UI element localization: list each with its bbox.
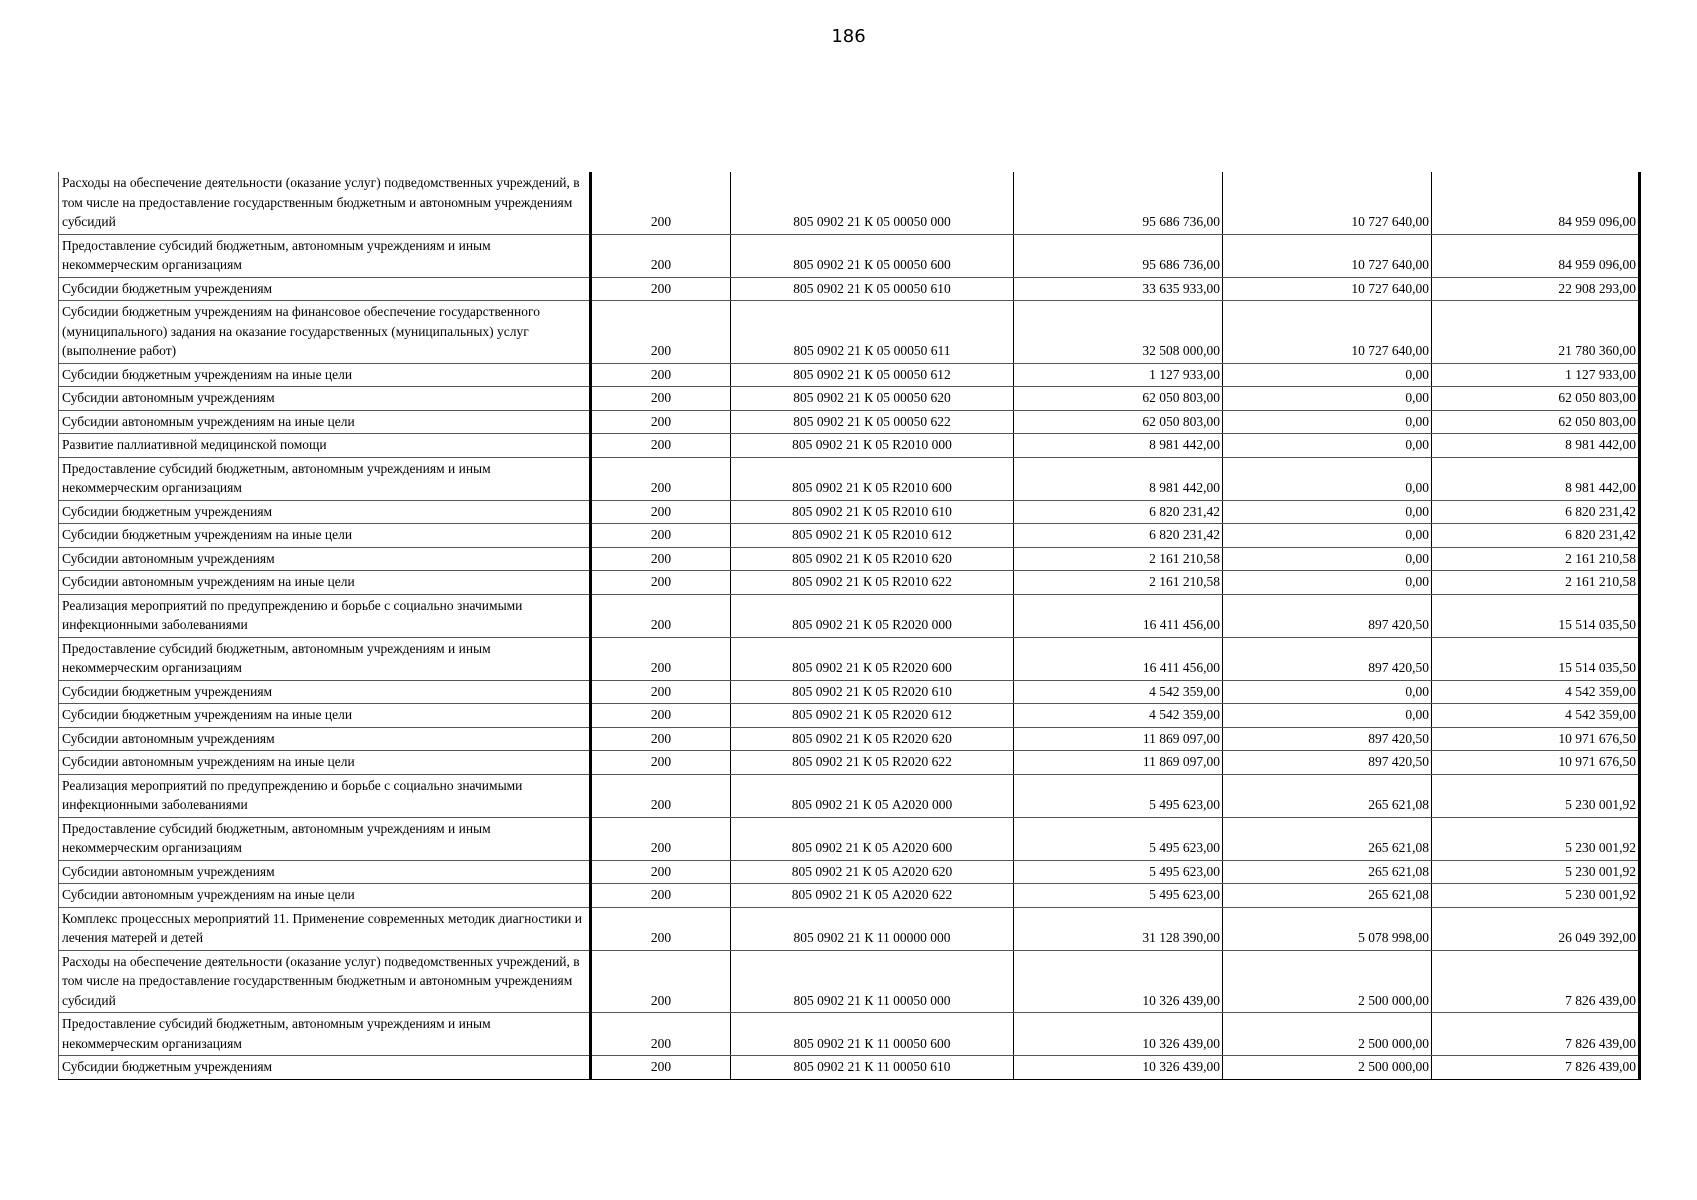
row-classification-code-cell: 805 0902 21 К 05 00050 000 bbox=[731, 172, 1014, 234]
row-admin-code-cell: 200 bbox=[591, 363, 731, 387]
row-name-cell: Реализация мероприятий по предупреждению и борьбе с социально значимыми инфекционными заболеваниями bbox=[59, 594, 591, 637]
row-unexecuted-amount-cell: 15 514 035,50 bbox=[1432, 594, 1640, 637]
row-approved-amount-cell: 5 495 623,00 bbox=[1014, 817, 1223, 860]
row-name-cell: Предоставление субсидий бюджетным, автономным учреждениям и иным некоммерческим организациям bbox=[59, 457, 591, 500]
row-unexecuted-amount-cell: 2 161 210,58 bbox=[1432, 547, 1640, 571]
row-admin-code-cell: 200 bbox=[591, 301, 731, 364]
row-executed-amount-cell: 897 420,50 bbox=[1223, 594, 1432, 637]
row-approved-amount-cell: 10 326 439,00 bbox=[1014, 1056, 1223, 1080]
row-executed-amount-cell: 5 078 998,00 bbox=[1223, 907, 1432, 950]
row-name-cell: Субсидии автономным учреждениям bbox=[59, 860, 591, 884]
table-row bbox=[59, 524, 1640, 548]
row-admin-code-cell: 200 bbox=[591, 387, 731, 411]
row-classification-code-cell: 805 0902 21 К 05 R2020 612 bbox=[731, 704, 1014, 728]
table-row bbox=[59, 277, 1640, 301]
row-name-cell: Субсидии бюджетным учреждениям bbox=[59, 277, 591, 301]
row-name-cell: Реализация мероприятий по предупреждению и борьбе с социально значимыми инфекционными заболеваниями bbox=[59, 774, 591, 817]
row-approved-amount-cell: 33 635 933,00 bbox=[1014, 277, 1223, 301]
table-row bbox=[59, 774, 1640, 817]
row-classification-code-cell: 805 0902 21 К 05 00050 612 bbox=[731, 363, 1014, 387]
row-classification-code-cell: 805 0902 21 К 05 R2010 600 bbox=[731, 457, 1014, 500]
row-executed-amount-cell: 10 727 640,00 bbox=[1223, 172, 1432, 234]
row-executed-amount-cell: 0,00 bbox=[1223, 547, 1432, 571]
row-admin-code-cell: 200 bbox=[591, 637, 731, 680]
table-body bbox=[59, 172, 1640, 1079]
row-approved-amount-cell: 4 542 359,00 bbox=[1014, 680, 1223, 704]
table-row bbox=[59, 571, 1640, 595]
row-unexecuted-amount-cell: 8 981 442,00 bbox=[1432, 457, 1640, 500]
table-row bbox=[59, 950, 1640, 1013]
table-row bbox=[59, 434, 1640, 458]
row-name-cell: Субсидии автономным учреждениям на иные цели bbox=[59, 884, 591, 908]
row-admin-code-cell: 200 bbox=[591, 1013, 731, 1056]
row-name-cell: Субсидии бюджетным учреждениям на иные цели bbox=[59, 704, 591, 728]
row-unexecuted-amount-cell: 21 780 360,00 bbox=[1432, 301, 1640, 364]
row-executed-amount-cell: 0,00 bbox=[1223, 680, 1432, 704]
table-row bbox=[59, 547, 1640, 571]
row-unexecuted-amount-cell: 5 230 001,92 bbox=[1432, 774, 1640, 817]
row-admin-code-cell: 200 bbox=[591, 500, 731, 524]
row-executed-amount-cell: 10 727 640,00 bbox=[1223, 234, 1432, 277]
row-approved-amount-cell: 62 050 803,00 bbox=[1014, 387, 1223, 411]
row-unexecuted-amount-cell: 8 981 442,00 bbox=[1432, 434, 1640, 458]
row-admin-code-cell: 200 bbox=[591, 594, 731, 637]
row-unexecuted-amount-cell: 1 127 933,00 bbox=[1432, 363, 1640, 387]
row-name-cell: Предоставление субсидий бюджетным, автономным учреждениям и иным некоммерческим организациям bbox=[59, 637, 591, 680]
row-admin-code-cell: 200 bbox=[591, 774, 731, 817]
row-executed-amount-cell: 897 420,50 bbox=[1223, 727, 1432, 751]
row-approved-amount-cell: 2 161 210,58 bbox=[1014, 547, 1223, 571]
row-approved-amount-cell: 11 869 097,00 bbox=[1014, 727, 1223, 751]
row-unexecuted-amount-cell: 10 971 676,50 bbox=[1432, 751, 1640, 775]
row-classification-code-cell: 805 0902 21 К 11 00000 000 bbox=[731, 907, 1014, 950]
row-admin-code-cell: 200 bbox=[591, 571, 731, 595]
row-approved-amount-cell: 5 495 623,00 bbox=[1014, 884, 1223, 908]
row-classification-code-cell: 805 0902 21 К 11 00050 000 bbox=[731, 950, 1014, 1013]
table-row bbox=[59, 1056, 1640, 1080]
row-unexecuted-amount-cell: 2 161 210,58 bbox=[1432, 571, 1640, 595]
table-row bbox=[59, 884, 1640, 908]
row-classification-code-cell: 805 0902 21 К 05 R2010 612 bbox=[731, 524, 1014, 548]
row-classification-code-cell: 805 0902 21 К 05 R2020 000 bbox=[731, 594, 1014, 637]
row-admin-code-cell: 200 bbox=[591, 907, 731, 950]
row-executed-amount-cell: 0,00 bbox=[1223, 457, 1432, 500]
row-name-cell: Субсидии бюджетным учреждениям bbox=[59, 680, 591, 704]
table-row bbox=[59, 500, 1640, 524]
table-row bbox=[59, 234, 1640, 277]
row-name-cell: Субсидии бюджетным учреждениям на иные цели bbox=[59, 363, 591, 387]
row-classification-code-cell: 805 0902 21 К 05 R2010 000 bbox=[731, 434, 1014, 458]
row-admin-code-cell: 200 bbox=[591, 234, 731, 277]
row-classification-code-cell: 805 0902 21 К 05 R2010 620 bbox=[731, 547, 1014, 571]
row-admin-code-cell: 200 bbox=[591, 547, 731, 571]
row-classification-code-cell: 805 0902 21 К 05 00050 611 bbox=[731, 301, 1014, 364]
row-unexecuted-amount-cell: 6 820 231,42 bbox=[1432, 500, 1640, 524]
table-row bbox=[59, 387, 1640, 411]
row-name-cell: Субсидии бюджетным учреждениям на иные цели bbox=[59, 524, 591, 548]
row-admin-code-cell: 200 bbox=[591, 410, 731, 434]
row-executed-amount-cell: 265 621,08 bbox=[1223, 774, 1432, 817]
row-unexecuted-amount-cell: 22 908 293,00 bbox=[1432, 277, 1640, 301]
row-name-cell: Субсидии бюджетным учреждениям на финансовое обеспечение государственного (муниципального) задания на оказание государственных (муниципальных) услуг (выполнение работ) bbox=[59, 301, 591, 364]
row-approved-amount-cell: 95 686 736,00 bbox=[1014, 172, 1223, 234]
row-approved-amount-cell: 10 326 439,00 bbox=[1014, 1013, 1223, 1056]
row-admin-code-cell: 200 bbox=[591, 172, 731, 234]
row-classification-code-cell: 805 0902 21 К 05 R2020 622 bbox=[731, 751, 1014, 775]
row-classification-code-cell: 805 0902 21 К 11 00050 600 bbox=[731, 1013, 1014, 1056]
row-unexecuted-amount-cell: 7 826 439,00 bbox=[1432, 950, 1640, 1013]
row-name-cell: Предоставление субсидий бюджетным, автономным учреждениям и иным некоммерческим организациям bbox=[59, 234, 591, 277]
table-row bbox=[59, 751, 1640, 775]
budget-execution-table bbox=[58, 172, 1641, 1080]
row-classification-code-cell: 805 0902 21 К 05 R2020 620 bbox=[731, 727, 1014, 751]
row-classification-code-cell: 805 0902 21 К 05 R2020 600 bbox=[731, 637, 1014, 680]
row-unexecuted-amount-cell: 5 230 001,92 bbox=[1432, 860, 1640, 884]
row-admin-code-cell: 200 bbox=[591, 950, 731, 1013]
row-admin-code-cell: 200 bbox=[591, 704, 731, 728]
row-approved-amount-cell: 16 411 456,00 bbox=[1014, 637, 1223, 680]
table-row bbox=[59, 594, 1640, 637]
row-classification-code-cell: 805 0902 21 К 05 00050 622 bbox=[731, 410, 1014, 434]
row-approved-amount-cell: 6 820 231,42 bbox=[1014, 524, 1223, 548]
row-name-cell: Расходы на обеспечение деятельности (оказание услуг) подведомственных учреждений, в том числе на предоставление государственным бюджетным и автономным учреждениям субсидий bbox=[59, 172, 591, 234]
row-classification-code-cell: 805 0902 21 К 05 А2020 620 bbox=[731, 860, 1014, 884]
row-unexecuted-amount-cell: 84 959 096,00 bbox=[1432, 234, 1640, 277]
row-name-cell: Субсидии бюджетным учреждениям bbox=[59, 1056, 591, 1080]
row-unexecuted-amount-cell: 62 050 803,00 bbox=[1432, 387, 1640, 411]
row-approved-amount-cell: 6 820 231,42 bbox=[1014, 500, 1223, 524]
row-approved-amount-cell: 5 495 623,00 bbox=[1014, 860, 1223, 884]
row-executed-amount-cell: 0,00 bbox=[1223, 410, 1432, 434]
table-row bbox=[59, 860, 1640, 884]
row-executed-amount-cell: 897 420,50 bbox=[1223, 751, 1432, 775]
table-row bbox=[59, 301, 1640, 364]
row-approved-amount-cell: 31 128 390,00 bbox=[1014, 907, 1223, 950]
table-row bbox=[59, 172, 1640, 234]
table-row bbox=[59, 817, 1640, 860]
row-unexecuted-amount-cell: 6 820 231,42 bbox=[1432, 524, 1640, 548]
row-admin-code-cell: 200 bbox=[591, 277, 731, 301]
row-classification-code-cell: 805 0902 21 К 05 00050 600 bbox=[731, 234, 1014, 277]
row-name-cell: Субсидии автономным учреждениям на иные цели bbox=[59, 571, 591, 595]
row-executed-amount-cell: 2 500 000,00 bbox=[1223, 950, 1432, 1013]
row-approved-amount-cell: 10 326 439,00 bbox=[1014, 950, 1223, 1013]
row-unexecuted-amount-cell: 62 050 803,00 bbox=[1432, 410, 1640, 434]
row-executed-amount-cell: 0,00 bbox=[1223, 571, 1432, 595]
row-executed-amount-cell: 0,00 bbox=[1223, 524, 1432, 548]
row-admin-code-cell: 200 bbox=[591, 751, 731, 775]
row-executed-amount-cell: 0,00 bbox=[1223, 500, 1432, 524]
row-approved-amount-cell: 32 508 000,00 bbox=[1014, 301, 1223, 364]
row-admin-code-cell: 200 bbox=[591, 680, 731, 704]
row-executed-amount-cell: 265 621,08 bbox=[1223, 817, 1432, 860]
row-approved-amount-cell: 11 869 097,00 bbox=[1014, 751, 1223, 775]
row-name-cell: Субсидии автономным учреждениям bbox=[59, 547, 591, 571]
row-admin-code-cell: 200 bbox=[591, 727, 731, 751]
row-name-cell: Субсидии автономным учреждениям bbox=[59, 727, 591, 751]
row-unexecuted-amount-cell: 84 959 096,00 bbox=[1432, 172, 1640, 234]
row-unexecuted-amount-cell: 4 542 359,00 bbox=[1432, 680, 1640, 704]
row-classification-code-cell: 805 0902 21 К 11 00050 610 bbox=[731, 1056, 1014, 1080]
row-admin-code-cell: 200 bbox=[591, 860, 731, 884]
row-executed-amount-cell: 897 420,50 bbox=[1223, 637, 1432, 680]
row-admin-code-cell: 200 bbox=[591, 884, 731, 908]
row-approved-amount-cell: 2 161 210,58 bbox=[1014, 571, 1223, 595]
row-admin-code-cell: 200 bbox=[591, 524, 731, 548]
table-row bbox=[59, 457, 1640, 500]
table-row bbox=[59, 363, 1640, 387]
row-executed-amount-cell: 10 727 640,00 bbox=[1223, 277, 1432, 301]
row-unexecuted-amount-cell: 5 230 001,92 bbox=[1432, 817, 1640, 860]
row-unexecuted-amount-cell: 10 971 676,50 bbox=[1432, 727, 1640, 751]
row-classification-code-cell: 805 0902 21 К 05 00050 610 bbox=[731, 277, 1014, 301]
row-executed-amount-cell: 0,00 bbox=[1223, 363, 1432, 387]
row-unexecuted-amount-cell: 4 542 359,00 bbox=[1432, 704, 1640, 728]
row-approved-amount-cell: 16 411 456,00 bbox=[1014, 594, 1223, 637]
row-unexecuted-amount-cell: 26 049 392,00 bbox=[1432, 907, 1640, 950]
row-executed-amount-cell: 265 621,08 bbox=[1223, 860, 1432, 884]
row-classification-code-cell: 805 0902 21 К 05 R2010 622 bbox=[731, 571, 1014, 595]
row-classification-code-cell: 805 0902 21 К 05 R2020 610 bbox=[731, 680, 1014, 704]
row-name-cell: Предоставление субсидий бюджетным, автономным учреждениям и иным некоммерческим организациям bbox=[59, 817, 591, 860]
row-approved-amount-cell: 1 127 933,00 bbox=[1014, 363, 1223, 387]
row-classification-code-cell: 805 0902 21 К 05 А2020 000 bbox=[731, 774, 1014, 817]
table-row bbox=[59, 637, 1640, 680]
row-classification-code-cell: 805 0902 21 К 05 А2020 600 bbox=[731, 817, 1014, 860]
row-unexecuted-amount-cell: 5 230 001,92 bbox=[1432, 884, 1640, 908]
row-classification-code-cell: 805 0902 21 К 05 А2020 622 bbox=[731, 884, 1014, 908]
row-classification-code-cell: 805 0902 21 К 05 00050 620 bbox=[731, 387, 1014, 411]
row-executed-amount-cell: 2 500 000,00 bbox=[1223, 1013, 1432, 1056]
row-executed-amount-cell: 0,00 bbox=[1223, 704, 1432, 728]
row-name-cell: Расходы на обеспечение деятельности (оказание услуг) подведомственных учреждений, в том числе на предоставление государственным бюджетным и автономным учреждениям субсидий bbox=[59, 950, 591, 1013]
row-executed-amount-cell: 10 727 640,00 bbox=[1223, 301, 1432, 364]
row-approved-amount-cell: 95 686 736,00 bbox=[1014, 234, 1223, 277]
row-executed-amount-cell: 0,00 bbox=[1223, 434, 1432, 458]
row-executed-amount-cell: 265 621,08 bbox=[1223, 884, 1432, 908]
table-row bbox=[59, 680, 1640, 704]
table-row bbox=[59, 727, 1640, 751]
table-row bbox=[59, 1013, 1640, 1056]
table-row bbox=[59, 907, 1640, 950]
row-approved-amount-cell: 4 542 359,00 bbox=[1014, 704, 1223, 728]
table-row bbox=[59, 704, 1640, 728]
row-approved-amount-cell: 8 981 442,00 bbox=[1014, 434, 1223, 458]
row-admin-code-cell: 200 bbox=[591, 1056, 731, 1080]
row-name-cell: Субсидии бюджетным учреждениям bbox=[59, 500, 591, 524]
page-number: 186 bbox=[831, 26, 866, 47]
row-name-cell: Предоставление субсидий бюджетным, автономным учреждениям и иным некоммерческим организациям bbox=[59, 1013, 591, 1056]
row-admin-code-cell: 200 bbox=[591, 457, 731, 500]
row-classification-code-cell: 805 0902 21 К 05 R2010 610 bbox=[731, 500, 1014, 524]
row-executed-amount-cell: 2 500 000,00 bbox=[1223, 1056, 1432, 1080]
row-name-cell: Развитие паллиативной медицинской помощи bbox=[59, 434, 591, 458]
row-executed-amount-cell: 0,00 bbox=[1223, 387, 1432, 411]
row-approved-amount-cell: 8 981 442,00 bbox=[1014, 457, 1223, 500]
row-name-cell: Субсидии автономным учреждениям bbox=[59, 387, 591, 411]
row-admin-code-cell: 200 bbox=[591, 817, 731, 860]
row-admin-code-cell: 200 bbox=[591, 434, 731, 458]
row-approved-amount-cell: 62 050 803,00 bbox=[1014, 410, 1223, 434]
row-unexecuted-amount-cell: 15 514 035,50 bbox=[1432, 637, 1640, 680]
row-name-cell: Субсидии автономным учреждениям на иные цели bbox=[59, 410, 591, 434]
row-name-cell: Комплекс процессных мероприятий 11. Применение современных методик диагностики и лечения матерей и детей bbox=[59, 907, 591, 950]
table-row bbox=[59, 410, 1640, 434]
row-name-cell: Субсидии автономным учреждениям на иные цели bbox=[59, 751, 591, 775]
row-unexecuted-amount-cell: 7 826 439,00 bbox=[1432, 1056, 1640, 1080]
row-unexecuted-amount-cell: 7 826 439,00 bbox=[1432, 1013, 1640, 1056]
row-approved-amount-cell: 5 495 623,00 bbox=[1014, 774, 1223, 817]
